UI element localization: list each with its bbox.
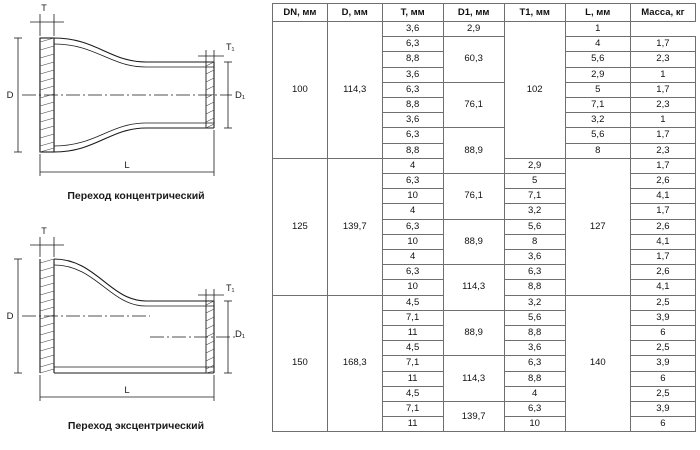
cell-d1: 88,9	[443, 310, 504, 356]
header-d1: D1, мм	[443, 4, 504, 22]
concentric-reducer-drawing	[0, 0, 272, 190]
cell-mass: 2,6	[630, 265, 695, 280]
label-T1-eccentric: T₁	[226, 283, 235, 293]
cell-t1: 8,8	[504, 280, 565, 295]
cell-t1: 5,6	[504, 219, 565, 234]
cell-mass: 4,1	[630, 189, 695, 204]
cell-t1: 6,3	[504, 356, 565, 371]
cell-t: 3,6	[382, 113, 443, 128]
cell-mass: 2,6	[630, 219, 695, 234]
cell-t: 3,6	[382, 22, 443, 37]
label-D-concentric: D	[6, 90, 14, 101]
figure-caption-eccentric: Переход эксцентрический	[67, 420, 205, 432]
figure-eccentric-reducer	[0, 225, 272, 450]
cell-t: 7,1	[382, 310, 443, 325]
cell-t1: 3,2	[504, 204, 565, 219]
cell-t: 6,3	[382, 265, 443, 280]
cell-t1: 6,3	[504, 265, 565, 280]
label-T1-concentric: T₁	[226, 42, 235, 52]
table-body	[273, 22, 696, 432]
cell-t: 11	[382, 417, 443, 432]
cell-d1: 76,1	[443, 82, 504, 128]
cell-mass: 1	[630, 113, 695, 128]
eccentric-reducer-drawing	[0, 225, 272, 415]
header-d: D, мм	[327, 4, 382, 22]
cell-t: 4,5	[382, 295, 443, 310]
cell-mass: 6	[630, 417, 695, 432]
cell-t1: 8,8	[504, 326, 565, 341]
reducer-spec-table	[272, 3, 696, 432]
cell-t1: 5	[565, 82, 630, 97]
label-D1-concentric: D₁	[234, 90, 246, 101]
cell-d1: 88,9	[443, 128, 504, 174]
header-t: T, мм	[382, 4, 443, 22]
cell-t: 6,3	[382, 174, 443, 189]
cell-mass: 1	[630, 67, 695, 82]
header-dn: DN, мм	[273, 4, 328, 22]
cell-t: 4	[382, 204, 443, 219]
label-L-eccentric: L	[124, 385, 130, 396]
cell-t: 4	[382, 250, 443, 265]
cell-d1: 60,3	[443, 37, 504, 83]
figure-caption-concentric: Переход концентрический	[67, 190, 205, 202]
cell-t: 6,3	[382, 128, 443, 143]
cell-mass: 6	[630, 371, 695, 386]
cell-t1: 3,6	[504, 250, 565, 265]
cell-t1: 5	[504, 174, 565, 189]
cell-t1: 7,1	[504, 189, 565, 204]
cell-t1: 2,9	[565, 67, 630, 82]
cell-mass: 1,7	[630, 204, 695, 219]
cell-mass: 4,1	[630, 280, 695, 295]
cell-t: 10	[382, 189, 443, 204]
cell-mass: 1,7	[630, 128, 695, 143]
cell-t: 11	[382, 326, 443, 341]
cell-t: 7,1	[382, 356, 443, 371]
cell-t1: 3,2	[565, 113, 630, 128]
cell-t: 11	[382, 371, 443, 386]
cell-t1: 3,2	[504, 295, 565, 310]
cell-t1: 10	[504, 417, 565, 432]
cell-t1: 8,8	[504, 371, 565, 386]
label-D-eccentric: D	[6, 311, 14, 322]
cell-mass: 3,9	[630, 310, 695, 325]
cell-mass: 3,9	[630, 402, 695, 417]
cell-d: 168,3	[327, 295, 382, 432]
cell-d1: 76,1	[443, 174, 504, 220]
cell-dn: 100	[273, 22, 328, 159]
cell-mass: 2,3	[630, 52, 695, 67]
cell-t1: 4	[565, 37, 630, 52]
cell-d1: 88,9	[443, 219, 504, 265]
cell-t1: 5,6	[504, 310, 565, 325]
table-row	[273, 22, 696, 37]
cell-mass: 2,5	[630, 295, 695, 310]
cell-t1: 7,1	[565, 98, 630, 113]
table-header-row	[273, 4, 696, 22]
cell-mass: 1,7	[630, 82, 695, 97]
cell-t: 4,5	[382, 341, 443, 356]
cell-mass: 1,7	[630, 250, 695, 265]
cell-l: 127	[565, 158, 630, 295]
label-D1-eccentric: D₁	[234, 329, 246, 340]
figure-concentric-reducer	[0, 0, 272, 225]
cell-l: 102	[504, 22, 565, 159]
cell-mass: 3,9	[630, 356, 695, 371]
cell-mass: 4,1	[630, 234, 695, 249]
cell-dn: 150	[273, 295, 328, 432]
spec-table-wrap	[272, 3, 696, 432]
cell-t: 6,3	[382, 82, 443, 97]
label-T-eccentric: T	[41, 226, 47, 236]
cell-t1: 4	[504, 386, 565, 401]
cell-t1: 2,9	[443, 22, 504, 37]
cell-t: 7,1	[382, 402, 443, 417]
cell-t: 3,6	[382, 67, 443, 82]
cell-t1: 5,6	[565, 52, 630, 67]
header-mass: Масса, кг	[630, 4, 695, 22]
drawings-panel	[0, 0, 272, 450]
cell-t1: 5,6	[565, 128, 630, 143]
cell-mass: 2,5	[630, 386, 695, 401]
cell-t: 10	[382, 280, 443, 295]
cell-t: 8,8	[382, 52, 443, 67]
cell-d: 114,3	[327, 22, 382, 159]
cell-t: 6,3	[382, 37, 443, 52]
cell-t: 8,8	[382, 98, 443, 113]
label-T-concentric: T	[41, 3, 47, 13]
cell-mass: 2,6	[630, 174, 695, 189]
cell-d: 139,7	[327, 158, 382, 295]
cell-t: 4,5	[382, 386, 443, 401]
cell-l: 140	[565, 295, 630, 432]
header-t1: T1, мм	[504, 4, 565, 22]
cell-mass: 1	[565, 22, 630, 37]
cell-d1: 114,3	[443, 356, 504, 402]
cell-t1: 3,6	[504, 341, 565, 356]
cell-t1: 6,3	[504, 402, 565, 417]
cell-mass: 2,3	[630, 98, 695, 113]
cell-t: 10	[382, 234, 443, 249]
cell-t: 6,3	[382, 219, 443, 234]
cell-dn: 125	[273, 158, 328, 295]
cell-mass: 2,3	[630, 143, 695, 158]
cell-t1: 2,9	[504, 158, 565, 173]
cell-t1: 8	[504, 234, 565, 249]
cell-t: 8,8	[382, 143, 443, 158]
cell-t: 4	[382, 158, 443, 173]
cell-mass: 1,7	[630, 37, 695, 52]
header-l: L, мм	[565, 4, 630, 22]
label-L-concentric: L	[124, 160, 130, 171]
cell-mass: 6	[630, 326, 695, 341]
cell-t1: 8	[565, 143, 630, 158]
cell-mass: 2,5	[630, 341, 695, 356]
cell-d1: 114,3	[443, 265, 504, 311]
cell-d1: 139,7	[443, 402, 504, 432]
cell-mass: 1,7	[630, 158, 695, 173]
